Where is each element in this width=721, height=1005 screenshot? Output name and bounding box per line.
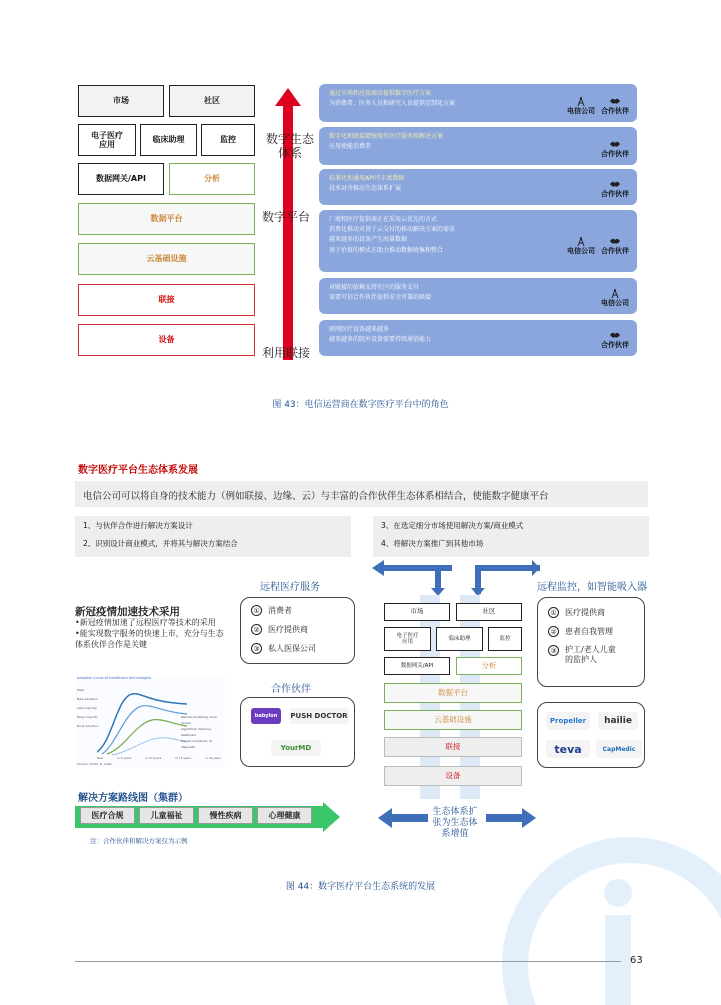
- mid-box-clinical: 临床助理: [436, 627, 483, 651]
- arrow-label-connect: 利用联接: [262, 346, 311, 360]
- card-line: 越来越多的设备产生海量数据: [329, 236, 408, 244]
- telecom-tower-icon: [567, 96, 595, 118]
- box-emr: 电子医疗 应用: [78, 124, 136, 156]
- step-item: 3、在选定细分市场使用解决方案/商业模式: [381, 521, 524, 530]
- rm-logos-box: [537, 702, 645, 768]
- card-line: 应用使能消费者: [329, 143, 372, 151]
- box-clinical: 临床助理: [140, 124, 197, 156]
- roadmap-item: 儿童福祉: [139, 807, 194, 824]
- box-device: 设备: [78, 324, 255, 356]
- chart-rows: [77, 686, 99, 731]
- icon-label: 合作伙伴: [601, 247, 629, 256]
- remote-item: [251, 605, 344, 616]
- remote-item: [251, 624, 344, 635]
- mid-box-monitor: 监控: [488, 627, 522, 651]
- handshake-icon: [601, 179, 629, 201]
- box-community: 社区: [169, 85, 255, 117]
- mid-box-device: 设备: [384, 766, 522, 786]
- box-market: 市场: [78, 85, 164, 117]
- card-line: 厂商和医疗提供商正在采用云优先的方式: [329, 216, 438, 223]
- hailie-logo: hailie: [598, 712, 638, 730]
- mid-box-cloud-infra: 云基础设施: [384, 710, 522, 730]
- covid-point: •新冠疫情加速了远程医疗等技术的采用: [75, 618, 216, 627]
- expand-arrows-top: [372, 560, 540, 596]
- mid-box-emr: 电子医疗 应用: [384, 627, 431, 651]
- chart-note: Remote monitoring, AI for clinical: [181, 715, 218, 725]
- rm-item: [548, 626, 634, 637]
- banner: 电信公司可以将自身的技术能力（例如联接、边缘、云）与丰富的合作伙伴生态体系相结合，使能数字健康平台: [75, 481, 648, 507]
- icon-label: 电信公司: [567, 247, 595, 256]
- item-text: 医疗提供商: [565, 608, 605, 617]
- mid-box-connect: 联接: [384, 737, 522, 757]
- handshake-icon: [601, 330, 629, 352]
- number-badge: ②: [548, 626, 559, 637]
- box-analytics: 分析: [169, 163, 255, 195]
- item-text: 医疗提供商: [268, 625, 308, 634]
- card-line: 需要可信合作伙伴提供安全可靠的联接: [329, 294, 432, 302]
- card-line: 标准化和通用API可丰富数据: [329, 175, 405, 182]
- xtick: In 10 years: [145, 756, 162, 760]
- handshake-icon: [601, 96, 629, 118]
- teva-logo: teva: [546, 740, 590, 758]
- card-line: 基于价值的模式正助力推动数据收集和整合: [329, 246, 444, 254]
- handshake-icon: [601, 139, 629, 161]
- role-card-2: [319, 127, 637, 165]
- covid-points: [75, 618, 225, 650]
- step-item: 2、识别设计商业模式，并将其与解决方案结合: [83, 539, 238, 548]
- decorative-watermark-graphic: [470, 795, 721, 1005]
- row-label: Late majority: [77, 706, 97, 710]
- card-line: 联网医疗设备越来越多: [329, 326, 390, 333]
- box-gateway: 数据网关/API: [78, 163, 164, 195]
- xtick: In 5 years: [117, 756, 132, 760]
- adoption-curves: [97, 682, 187, 756]
- roadmap-item: 医疗合规: [80, 807, 135, 824]
- step-item: 1、与伙伴合作进行解决方案设计: [83, 521, 193, 530]
- partners-box: [240, 697, 355, 767]
- xtick: Now: [97, 756, 104, 760]
- icon-label: 合作伙伴: [601, 190, 629, 199]
- telecom-tower-icon: [601, 288, 629, 310]
- card-line: 技术对齐推动生态体系扩展: [329, 185, 402, 193]
- role-card-1: [319, 84, 637, 122]
- covid-title: 新冠疫情加速技术采用: [75, 606, 180, 618]
- box-cloud-infra: 云基础设施: [78, 243, 255, 275]
- xtick: In 20 years: [205, 756, 221, 760]
- card-line: 数字化和联接增强现有医疗服务和解决方案: [329, 133, 444, 140]
- row-label: Early adoption: [77, 724, 99, 728]
- number-badge: ①: [548, 607, 559, 618]
- arrow-label-ecosystem: 数字生态 体系: [265, 132, 314, 161]
- page-number: 63: [630, 955, 643, 966]
- card-line: 对联接的依赖支持社区的服务支付: [329, 284, 420, 291]
- rm-item: [548, 645, 634, 664]
- mid-box-data-platform: 数据平台: [384, 683, 522, 703]
- icon-label: 电信公司: [601, 299, 629, 308]
- item-text: 消费者: [268, 606, 292, 615]
- step-item: 4、将解决方案推广到其他市场: [381, 539, 484, 548]
- section-title: 数字医疗平台生态体系发展: [78, 465, 198, 476]
- chart-title: Adoption curve of healthcare technologies: [77, 676, 152, 680]
- item-text: 护工/老人儿童 的监护人: [565, 645, 616, 664]
- card-line: 消费化推动对基于云交付的移动解决方案的需求: [329, 226, 456, 234]
- chart-note: Algorithmic medicine, healthcare: [181, 727, 212, 737]
- item-text: 私人医保公司: [268, 644, 316, 653]
- partners-title: 合作伙伴: [271, 684, 311, 695]
- xtick: In 15 years: [175, 756, 192, 760]
- roadmap-title: 解决方案路线图（集群）: [78, 793, 188, 804]
- number-badge: ③: [548, 645, 559, 656]
- roadmap-note: 注：合作伙伴和解决方案仅为示例: [90, 837, 188, 845]
- handshake-icon: [601, 236, 629, 258]
- chart-xticks: [97, 756, 221, 760]
- role-card-6: [319, 320, 637, 356]
- row-label: Peak: [77, 688, 85, 692]
- arrow-label-platform: 数字平台: [262, 210, 311, 224]
- roadmap-item: 心理健康: [257, 807, 312, 824]
- icon-label: 合作伙伴: [601, 150, 629, 159]
- card-line: 为消费者、医务人员和研究人员提供定制化方案: [329, 100, 456, 108]
- row-label: New adoption: [77, 697, 98, 701]
- rm-list: [537, 597, 645, 687]
- card-line: 越来越多的院外设备需要持续通信能力: [329, 336, 432, 344]
- figure-caption: 图 44：数字医疗平台生态系统的发展: [285, 882, 436, 892]
- roadmap-item: 慢性疾病: [198, 807, 253, 824]
- chart-source: Source: Arthur D. Little: [77, 762, 112, 766]
- mid-box-market: 市场: [384, 603, 450, 621]
- propeller-logo: Propeller: [546, 712, 590, 730]
- adoption-chart: [75, 676, 225, 768]
- rm-title: 远程监控，如智能吸入器: [537, 582, 647, 593]
- yourmd-logo: YourMD: [271, 740, 321, 756]
- remote-title: 远程医疗服务: [260, 582, 320, 593]
- chart-note: Precision medicine, AI diagnostic: [181, 739, 212, 749]
- number-badge: ③: [251, 643, 262, 654]
- push-doctor-logo: PUSH DOCTOR: [289, 708, 349, 724]
- item-text: 患者自我管理: [565, 627, 613, 636]
- mid-box-community: 社区: [456, 603, 522, 621]
- capmedic-logo: CapMedic: [596, 740, 642, 758]
- figure-caption: 图 43：电信运营商在数字医疗平台中的角色: [272, 400, 449, 410]
- role-card-5: [319, 278, 637, 314]
- remote-item: [251, 643, 344, 654]
- role-card-3: [319, 169, 637, 205]
- box-connect: 联接: [78, 284, 255, 316]
- chart-notes: [181, 714, 225, 750]
- icon-label: 电信公司: [567, 107, 595, 116]
- remote-list: [240, 597, 355, 664]
- babylon-logo: babylon: [251, 708, 281, 724]
- steps-right: [373, 516, 649, 557]
- telecom-tower-icon: [567, 236, 595, 258]
- card-line: 通过市场和应用商店提供数字医疗方案: [329, 90, 432, 97]
- footer-rule: [75, 961, 621, 962]
- steps-left: [75, 516, 351, 557]
- box-monitor: 监控: [201, 124, 255, 156]
- row-label: Early majority: [77, 715, 98, 719]
- box-data-platform: 数据平台: [78, 203, 255, 235]
- rm-item: [548, 607, 634, 618]
- expand-label: 生态体系扩 张为生态体 系增值: [432, 807, 478, 839]
- number-badge: ②: [251, 624, 262, 635]
- icon-label: 合作伙伴: [601, 341, 629, 350]
- covid-point: •能实现数字服务的快速上市，充分与生态体系伙伴合作是关键: [75, 628, 224, 649]
- icon-label: 合作伙伴: [601, 107, 629, 116]
- mid-box-analytics: 分析: [456, 657, 522, 675]
- role-card-4: [319, 210, 637, 272]
- mid-box-gateway: 数据网关/API: [384, 657, 450, 675]
- number-badge: ①: [251, 605, 262, 616]
